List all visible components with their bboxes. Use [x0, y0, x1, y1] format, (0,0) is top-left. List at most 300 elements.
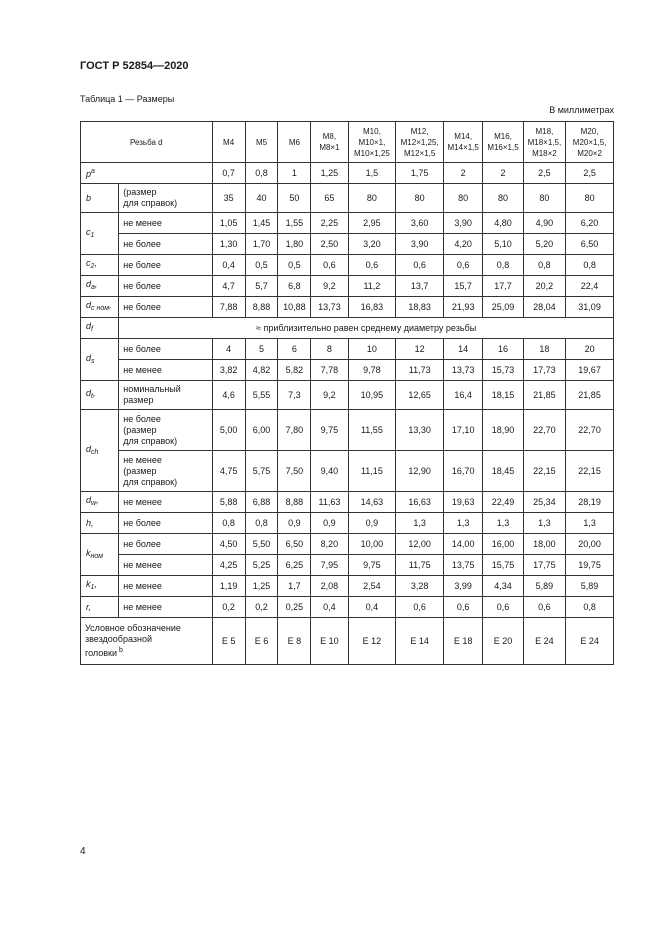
value-cell: 7,3	[278, 381, 311, 410]
value-cell: 2,50	[311, 234, 348, 255]
row-condition-line: не более	[123, 343, 161, 354]
row-condition	[119, 492, 212, 513]
value-cell: E 5	[212, 618, 245, 665]
row-condition	[119, 534, 212, 555]
value-cell: 0,4	[212, 255, 245, 276]
column-header-line: М20,	[580, 126, 599, 136]
row-condition-line: не менее	[123, 364, 162, 375]
value-cell: 11,2	[348, 276, 396, 297]
value-cell: 9,2	[311, 276, 348, 297]
row-condition-line: не более	[123, 280, 161, 291]
symbol-base: k	[86, 547, 91, 558]
value-cell: 1,45	[245, 213, 278, 234]
value-cell: 15,73	[483, 360, 523, 381]
value-cell: 22,4	[566, 276, 614, 297]
row-label-line: головки	[85, 648, 117, 658]
row-condition	[119, 276, 212, 297]
value-cell: 22,15	[523, 451, 565, 492]
column-header-line: М12×1,25,	[400, 137, 439, 147]
value-cell: 6,20	[566, 213, 614, 234]
value-cell: 6,00	[245, 410, 278, 451]
units-note: В миллиметрах	[549, 105, 614, 115]
table-row	[81, 618, 614, 665]
value-cell: 0,7	[212, 163, 245, 184]
value-cell: 13,73	[444, 360, 483, 381]
value-cell: 18,00	[523, 534, 565, 555]
column-header-line: М5	[255, 137, 268, 147]
value-cell: 5,7	[245, 276, 278, 297]
value-cell: 80	[523, 184, 565, 213]
row-symbol	[81, 297, 119, 318]
value-cell: 0,6	[444, 255, 483, 276]
value-cell: 9,40	[311, 451, 348, 492]
value-cell: 17,10	[444, 410, 483, 451]
value-cell: 0,9	[348, 513, 396, 534]
value-cell: 2,54	[348, 576, 396, 597]
row-symbol	[81, 255, 119, 276]
symbol-tail: ,	[96, 495, 99, 505]
value-cell: 40	[245, 184, 278, 213]
value-cell: 0,8	[212, 513, 245, 534]
value-cell: 31,09	[566, 297, 614, 318]
value-cell: 1,80	[278, 234, 311, 255]
row-symbol	[81, 513, 119, 534]
value-cell: 5,10	[483, 234, 523, 255]
page-number: 4	[80, 846, 86, 857]
table-row	[81, 318, 614, 339]
row-condition-line: не более	[123, 517, 161, 528]
column-header	[483, 122, 523, 163]
symbol-base: d	[86, 388, 92, 398]
value-cell: 80	[348, 184, 396, 213]
value-cell: 20,2	[523, 276, 565, 297]
value-cell: 6	[278, 339, 311, 360]
value-cell: 3,60	[396, 213, 444, 234]
value-cell: E 8	[278, 618, 311, 665]
symbol-base: c	[86, 258, 91, 268]
table-row	[81, 297, 614, 318]
value-cell: 1,5	[348, 163, 396, 184]
value-cell: 0,6	[311, 255, 348, 276]
value-cell: E 24	[523, 618, 565, 665]
value-cell: 22,70	[523, 410, 565, 451]
value-cell: 65	[311, 184, 348, 213]
value-cell: 6,50	[566, 234, 614, 255]
row-symbol	[81, 184, 119, 213]
column-header-line: М14,	[454, 132, 473, 141]
value-cell: 1,30	[212, 234, 245, 255]
value-cell: 80	[483, 184, 523, 213]
table-row	[81, 184, 614, 213]
value-cell: 6,88	[245, 492, 278, 513]
value-cell: 1,3	[444, 513, 483, 534]
table-row	[81, 492, 614, 513]
value-cell: 19,75	[566, 555, 614, 576]
row-condition	[119, 555, 212, 576]
row-condition-line: не менее	[123, 580, 162, 591]
row-condition-line: (размер	[123, 465, 157, 476]
row-symbol	[81, 576, 119, 597]
value-cell: 0,6	[523, 597, 565, 618]
value-cell: 11,75	[396, 555, 444, 576]
value-cell: 3,28	[396, 576, 444, 597]
column-header-line: М16×1,5	[487, 143, 519, 152]
symbol-superscript: a	[91, 168, 95, 175]
value-cell: 9,78	[348, 360, 396, 381]
row-label	[81, 618, 213, 665]
column-header-line: М12×1,5	[403, 148, 436, 158]
header-row	[81, 122, 614, 163]
column-header-line: М10×1,25	[353, 148, 390, 158]
value-cell: 4,50	[212, 534, 245, 555]
value-cell: 7,78	[311, 360, 348, 381]
value-cell: 0,2	[245, 597, 278, 618]
symbol-base: d	[86, 495, 92, 505]
value-cell: 1,3	[523, 513, 565, 534]
value-cell: 0,6	[348, 255, 396, 276]
value-cell: 10,95	[348, 381, 396, 410]
value-cell: 5,50	[245, 534, 278, 555]
value-cell: 4,75	[212, 451, 245, 492]
symbol-subscript: s	[91, 357, 95, 365]
value-cell: 16	[483, 339, 523, 360]
table-row	[81, 410, 614, 451]
row-condition	[119, 339, 212, 360]
value-cell: 4,34	[483, 576, 523, 597]
value-cell: 0,8	[245, 163, 278, 184]
row-condition-line: не более	[123, 301, 161, 312]
symbol-base: c	[86, 226, 91, 237]
label-superscript: b	[117, 647, 123, 654]
value-cell: 1,75	[396, 163, 444, 184]
value-cell: 17,73	[523, 360, 565, 381]
symbol-tail: ,	[88, 601, 92, 612]
value-cell: 15,75	[483, 555, 523, 576]
value-cell: 16,00	[483, 534, 523, 555]
row-condition	[119, 451, 212, 492]
value-cell: 35	[212, 184, 245, 213]
symbol-base: d	[86, 321, 92, 331]
value-cell: 15,7	[444, 276, 483, 297]
value-cell: 80	[444, 184, 483, 213]
value-cell: 5,00	[212, 410, 245, 451]
value-cell: 0,2	[212, 597, 245, 618]
value-cell: 4,80	[483, 213, 523, 234]
row-condition	[119, 576, 212, 597]
value-cell: 13,75	[444, 555, 483, 576]
value-cell: 50	[278, 184, 311, 213]
value-cell: 0,6	[483, 597, 523, 618]
table-row	[81, 255, 614, 276]
column-header	[396, 122, 444, 163]
value-cell: 0,4	[311, 597, 348, 618]
value-cell: 8	[311, 339, 348, 360]
value-cell: 5,88	[212, 492, 245, 513]
value-cell: 3,82	[212, 360, 245, 381]
table-row	[81, 513, 614, 534]
symbol-base: p	[86, 169, 92, 179]
value-cell: 14,00	[444, 534, 483, 555]
value-cell: 13,30	[396, 410, 444, 451]
value-cell: 3,90	[444, 213, 483, 234]
row-condition-line: не менее	[123, 559, 162, 570]
value-cell: 0,8	[566, 597, 614, 618]
value-cell: 6,50	[278, 534, 311, 555]
value-cell: E 10	[311, 618, 348, 665]
value-cell: 7,88	[212, 297, 245, 318]
value-cell: 1,3	[396, 513, 444, 534]
value-cell: 0,6	[444, 597, 483, 618]
value-cell: 0,25	[278, 597, 311, 618]
row-condition-line: не более	[123, 238, 161, 249]
value-cell: E 18	[444, 618, 483, 665]
symbol-tail: ,	[92, 388, 96, 398]
symbol-subscript: с ном	[91, 305, 110, 312]
symbol-base: b	[86, 192, 92, 203]
row-condition	[119, 597, 212, 618]
value-cell: 0,9	[311, 513, 348, 534]
row-condition-line: не менее	[123, 454, 162, 465]
value-cell: 19,67	[566, 360, 614, 381]
value-cell: 3,20	[348, 234, 396, 255]
column-header-line: М18×1,5,	[527, 137, 562, 147]
value-cell: 14,63	[348, 492, 396, 513]
value-cell: 9,75	[348, 555, 396, 576]
row-condition-line: не менее	[123, 601, 162, 612]
value-cell: 0,5	[278, 255, 311, 276]
value-cell: 1	[278, 163, 311, 184]
value-cell: 10,88	[278, 297, 311, 318]
value-cell: 2,25	[311, 213, 348, 234]
symbol-base: d	[86, 300, 92, 310]
value-cell: 7,95	[311, 555, 348, 576]
row-condition-line: для справок)	[123, 435, 178, 446]
value-cell: 17,7	[483, 276, 523, 297]
value-cell: 16,4	[444, 381, 483, 410]
value-cell: 8,88	[245, 297, 278, 318]
row-condition	[119, 255, 212, 276]
symbol-subscript: 1	[90, 584, 95, 591]
value-cell: 5,20	[523, 234, 565, 255]
value-cell: 4,90	[523, 213, 565, 234]
value-cell: 25,34	[523, 492, 565, 513]
value-cell: 12	[396, 339, 444, 360]
column-header-line: М18×2	[532, 148, 557, 158]
value-cell: 4,20	[444, 234, 483, 255]
value-cell: 10	[348, 339, 396, 360]
value-cell: 11,55	[348, 410, 396, 451]
row-symbol	[81, 213, 119, 255]
value-cell: 17,75	[523, 555, 565, 576]
value-cell: 21,85	[523, 381, 565, 410]
row-condition-line: размер	[123, 395, 154, 405]
value-cell: 0,6	[396, 255, 444, 276]
column-header-line: М4	[223, 137, 235, 147]
symbol-base: r	[86, 601, 89, 612]
value-cell: 16,70	[444, 451, 483, 492]
value-cell: 8,88	[278, 492, 311, 513]
value-cell: 7,50	[278, 451, 311, 492]
value-cell: 5,55	[245, 381, 278, 410]
column-header-line: М8,	[322, 132, 337, 141]
symbol-base: k	[86, 579, 91, 589]
symbol-tail: ,	[91, 517, 94, 528]
value-cell: E 6	[245, 618, 278, 665]
value-cell: 21,93	[444, 297, 483, 318]
value-cell: 80	[566, 184, 614, 213]
value-cell: 13,73	[311, 297, 348, 318]
value-cell: 22,49	[483, 492, 523, 513]
value-cell: 0,8	[523, 255, 565, 276]
row-condition	[119, 234, 212, 255]
value-cell: 80	[396, 184, 444, 213]
value-cell: 12,90	[396, 451, 444, 492]
column-header-line: М20×2	[577, 148, 602, 158]
value-cell: 2	[483, 163, 523, 184]
value-cell: 12,65	[396, 381, 444, 410]
value-cell: 4	[212, 339, 245, 360]
value-cell: 18,90	[483, 410, 523, 451]
symbol-subscript: ном	[90, 552, 104, 560]
row-symbol	[81, 163, 213, 184]
column-header-line: М6	[288, 137, 300, 147]
value-cell: 22,15	[566, 451, 614, 492]
column-header-line: М20×1,5,	[572, 137, 607, 147]
column-header-line: М12,	[410, 126, 429, 136]
symbol-base: d	[86, 443, 92, 454]
value-cell: 9,2	[311, 381, 348, 410]
document-title: ГОСТ Р 52854—2020	[80, 60, 189, 72]
value-cell: 1,70	[245, 234, 278, 255]
column-header-thread: Резьба d	[81, 122, 213, 163]
symbol-subscript: 2	[90, 263, 95, 270]
column-header-line: М14×1,5	[447, 143, 479, 152]
row-label-line: Условное обозначение	[85, 623, 181, 633]
value-cell: 2,08	[311, 576, 348, 597]
dimensions-table	[80, 121, 614, 665]
row-condition	[119, 297, 212, 318]
value-cell: 25,09	[483, 297, 523, 318]
symbol-subscript: ch	[91, 448, 99, 456]
column-header-line: М10,	[363, 126, 381, 136]
symbol-tail: ,	[94, 279, 98, 289]
row-symbol	[81, 381, 119, 410]
column-header-line: М18,	[535, 126, 554, 136]
symbol-subscript: w	[91, 500, 97, 507]
value-cell: 20	[566, 339, 614, 360]
value-cell: 5,75	[245, 451, 278, 492]
value-cell: 18,45	[483, 451, 523, 492]
value-cell: 1,7	[278, 576, 311, 597]
value-cell: 18,83	[396, 297, 444, 318]
column-header-line: М16,	[494, 132, 512, 141]
value-cell: 28,04	[523, 297, 565, 318]
value-cell: 3,99	[444, 576, 483, 597]
column-header-line: М10×1,	[358, 137, 386, 147]
value-cell: E 12	[348, 618, 396, 665]
value-cell: 8,20	[311, 534, 348, 555]
value-cell: 11,73	[396, 360, 444, 381]
value-cell: 7,80	[278, 410, 311, 451]
value-cell: 1,19	[212, 576, 245, 597]
row-condition-line: для справок)	[123, 476, 178, 487]
row-condition-line: (размер	[123, 187, 157, 197]
value-cell: 16,63	[396, 492, 444, 513]
value-cell: 0,6	[396, 597, 444, 618]
row-span-text: ≈ приблизительно равен среднему диаметру резьбы	[119, 318, 614, 339]
symbol-subscript: t	[91, 393, 93, 400]
value-cell: 2	[444, 163, 483, 184]
value-cell: 0,8	[483, 255, 523, 276]
symbol-subscript: a	[91, 284, 95, 291]
value-cell: 4,7	[212, 276, 245, 297]
value-cell: E 24	[566, 618, 614, 665]
table-row	[81, 234, 614, 255]
symbol-tail: ,	[109, 300, 112, 310]
row-condition	[119, 513, 212, 534]
value-cell: 0,8	[566, 255, 614, 276]
row-label-line: звездообразной	[85, 634, 152, 644]
value-cell: 9,75	[311, 410, 348, 451]
value-cell: 1,25	[311, 163, 348, 184]
value-cell: 0,4	[348, 597, 396, 618]
row-symbol	[81, 410, 119, 492]
column-header	[212, 122, 245, 163]
column-header	[311, 122, 348, 163]
value-cell: 14	[444, 339, 483, 360]
value-cell: 28,19	[566, 492, 614, 513]
value-cell: 13,7	[396, 276, 444, 297]
value-cell: 10,00	[348, 534, 396, 555]
value-cell: 1,3	[566, 513, 614, 534]
value-cell: 5,82	[278, 360, 311, 381]
row-condition-line: не более	[123, 413, 161, 424]
row-symbol	[81, 492, 119, 513]
value-cell: E 14	[396, 618, 444, 665]
value-cell: 21,85	[566, 381, 614, 410]
table-caption: Таблица 1 — Размеры	[80, 94, 175, 104]
table-row	[81, 534, 614, 555]
row-condition	[119, 410, 212, 451]
symbol-base: d	[86, 352, 92, 363]
row-symbol	[81, 318, 119, 339]
row-symbol	[81, 534, 119, 576]
value-cell: 11,15	[348, 451, 396, 492]
value-cell: 2,95	[348, 213, 396, 234]
symbol-tail: ,	[94, 258, 97, 268]
value-cell: 3,90	[396, 234, 444, 255]
value-cell: 0,5	[245, 255, 278, 276]
table-row	[81, 451, 614, 492]
row-condition	[119, 184, 212, 213]
symbol-tail: ,	[94, 579, 97, 589]
symbol-subscript: 1	[90, 231, 95, 239]
row-symbol	[81, 339, 119, 381]
value-cell: 12,00	[396, 534, 444, 555]
row-condition-line: для справок)	[123, 198, 178, 208]
row-symbol	[81, 276, 119, 297]
value-cell: 1,25	[245, 576, 278, 597]
column-header	[348, 122, 396, 163]
value-cell: 16,83	[348, 297, 396, 318]
row-condition-line: не более	[123, 259, 161, 270]
row-symbol	[81, 597, 119, 618]
column-header	[566, 122, 614, 163]
row-condition-line: не более	[123, 538, 161, 549]
value-cell: 2,5	[566, 163, 614, 184]
column-header	[278, 122, 311, 163]
value-cell: 18,15	[483, 381, 523, 410]
